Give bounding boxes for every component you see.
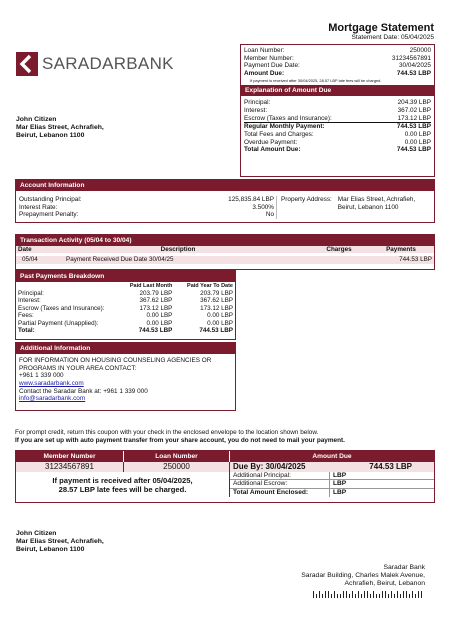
summary-box [240, 44, 435, 177]
past-payments-header: Past Payments Breakdown [16, 271, 235, 282]
bank-remit-name: Saradar Bank [383, 564, 425, 571]
past-label: Interest: [18, 297, 41, 305]
past-month: 0.00 LBP [146, 319, 173, 327]
col-paid-ytd: Paid Year To Date [187, 282, 233, 289]
coupon-col-amount: Amount Due [230, 451, 434, 462]
table-row [16, 320, 235, 328]
expl-value: 173.12 LBP [397, 114, 431, 122]
past-month: 173.12 LBP [139, 304, 173, 312]
expl-label: Overdue Payment: [244, 138, 298, 146]
expl-value: 0.00 LBP [404, 131, 431, 139]
bank-logo [16, 52, 174, 76]
member-number-value: 31234567891 [391, 54, 431, 62]
additional-principal-label: Additional Principal: [230, 472, 330, 480]
footer-recipient-address [16, 530, 104, 554]
late-fee-note: If payment is received after 30/04/2025, 28.57 LBP late fees will be charged. [250, 77, 382, 83]
past-year: 367.62 LBP [200, 297, 233, 305]
additional-info-section [15, 342, 236, 411]
table-row [16, 312, 235, 320]
payment-due-value: 30/04/2025 [399, 62, 431, 70]
past-month: 203.79 LBP [139, 289, 173, 297]
account-info-header: Account Information [16, 180, 434, 191]
past-month: 744.53 LBP [138, 327, 173, 335]
loan-number-label: Loan Number: [244, 47, 285, 54]
payment-due-label: Payment Due Date: [244, 62, 300, 70]
counseling-line2: PROGRAMS IN YOUR AREA CONTACT: [19, 364, 137, 372]
explanation-list [241, 96, 434, 154]
property-label: Property Address: [281, 195, 332, 203]
coupon-due-by: Due By: 30/04/2025 [233, 461, 306, 471]
coupon-member-number: 31234567891 [16, 462, 124, 472]
col-payments: Payments [386, 245, 416, 253]
transaction-header: Transaction Activity (05/04 to 30/04) [16, 235, 434, 246]
expl-value: 744.53 LBP [396, 146, 431, 154]
coupon-col-member: Member Number [16, 451, 124, 462]
col-description: Description [160, 245, 196, 253]
expl-value: 0.00 LBP [404, 138, 431, 146]
contact-line: Contact the Saradar Bank at: +961 1 339 000 [19, 387, 148, 395]
expl-label: Interest: [244, 107, 268, 115]
late-warning-2: 28.57 LBP late fees will be charged. [58, 484, 187, 494]
coupon-instructions [15, 429, 435, 444]
past-year: 0.00 LBP [207, 319, 233, 327]
additional-escrow-label: Additional Escrow: [230, 480, 330, 488]
transaction-table [16, 246, 434, 264]
past-year: 203.79 LBP [200, 289, 233, 297]
footer-line1: Mar Elias Street, Achrafieh, [16, 538, 104, 546]
explanation-header: Explanation of Amount Due [241, 85, 434, 96]
recipient-address [16, 116, 104, 140]
bank-remit-line1: Saradar Building, Charles Malek Avenue, [301, 572, 425, 580]
outstanding-value: 125,835.84 LBP [228, 195, 274, 203]
expl-value: 367.02 LBP [397, 107, 431, 115]
amount-due-value: 744.53 LBP [396, 70, 431, 78]
penalty-value: No [265, 211, 274, 219]
expl-value: 204.39 LBP [397, 99, 431, 107]
outstanding-label: Outstanding Principal: [19, 195, 82, 203]
past-month: 367.62 LBP [139, 297, 173, 305]
expl-label: Total Fees and Charges: [244, 131, 314, 139]
bank-remit-address [301, 564, 425, 588]
past-label: Fees: [18, 312, 34, 320]
table-row [16, 305, 235, 313]
col-paid-last-month: Paid Last Month [129, 282, 173, 289]
coupon-amount: 744.53 LBP [369, 461, 412, 471]
transaction-section [15, 234, 435, 270]
postal-barcode-icon [313, 591, 423, 598]
past-month: 0.00 LBP [146, 312, 173, 320]
past-year: 173.12 LBP [200, 304, 233, 312]
counseling-phone: +961 1 339 000 [19, 372, 64, 380]
coupon-col-loan: Loan Number [124, 451, 230, 462]
statement-title: Mortgage Statement [328, 22, 434, 34]
col-date: Date [18, 245, 32, 253]
bank-wordmark: SARADARBANK [42, 53, 174, 73]
txn-description: Payment Received Due Date 30/04/25 [66, 256, 174, 264]
past-label: Total: [18, 327, 35, 335]
additional-info-header: Additional Information [16, 343, 235, 354]
coupon-loan-number: 250000 [124, 462, 230, 472]
member-number-label: Member Number: [244, 54, 294, 62]
additional-principal-field[interactable]: LBP [333, 471, 347, 479]
txn-payments: 744.53 LBP [399, 256, 432, 264]
auto-payment-note: If you are set up with auto payment transfer from your share account, you do not need to mail your payment. [15, 436, 345, 444]
coupon-instruction: For prompt credit, return this coupon with your check in the enclosed envelope to the location shown below. [15, 429, 319, 436]
table-row [16, 327, 235, 335]
late-warning-1: If payment is received after 05/04/2025, [52, 475, 193, 485]
expl-label: Total Amount Due: [244, 146, 301, 154]
past-label: Principal: [18, 289, 44, 297]
past-payments-section [15, 270, 236, 340]
website-link[interactable]: www.saradarbank.com [19, 379, 84, 387]
total-enclosed-field[interactable]: LBP [333, 489, 347, 497]
counseling-line1: FOR INFORMATION ON HOUSING COUNSELING AGENCIES OR [19, 356, 212, 364]
property-line2: Beirut, Lebanon 1100 [337, 203, 399, 211]
total-enclosed-label: Total Amount Enclosed: [230, 489, 330, 497]
past-label: Partial Payment (Unapplied): [18, 319, 99, 327]
recipient-line2: Beirut, Lebanon 1100 [16, 132, 85, 140]
payment-coupon [15, 450, 435, 503]
col-charges: Charges [326, 245, 352, 253]
additional-escrow-field[interactable]: LBP [333, 480, 347, 488]
property-line1: Mar Elias Street, Achrafieh, [337, 195, 416, 203]
recipient-name: John Citizen [16, 116, 57, 123]
expl-label: Principal: [244, 99, 271, 107]
txn-date: 05/04 [22, 256, 38, 264]
expl-label: Regular Monthly Payment: [244, 123, 325, 131]
recipient-line1: Mar Elias Street, Achrafieh, [16, 124, 104, 132]
penalty-label: Prepayment Penalty: [19, 211, 79, 219]
rate-label: Interest Rate: [19, 203, 58, 211]
loan-number-value: 250000 [409, 47, 431, 54]
bank-remit-line2: Achrafieh, Beirut, Lebanon [344, 580, 425, 588]
expl-label: Escrow (Taxes and Insurance): [244, 114, 332, 122]
expl-value: 744.53 LBP [396, 123, 431, 131]
table-row [16, 297, 235, 305]
account-info-section [15, 179, 435, 223]
past-year: 0.00 LBP [207, 312, 233, 320]
email-link[interactable]: info@saradarbank.com [19, 395, 86, 403]
footer-line2: Beirut, Lebanon 1100 [16, 546, 85, 554]
saradar-logo-icon [16, 52, 38, 76]
table-row [16, 256, 434, 264]
past-label: Escrow (Taxes and Insurance): [18, 304, 105, 312]
footer-name: John Citizen [16, 530, 57, 537]
table-row [16, 290, 235, 298]
txn-charges [310, 256, 368, 264]
amount-due-label: Amount Due: [244, 70, 285, 78]
rate-value: 3.500% [252, 203, 274, 211]
statement-date: Statement Date: 05/04/2025 [351, 34, 434, 41]
past-year: 744.53 LBP [199, 327, 233, 335]
past-payments-table [16, 283, 235, 335]
